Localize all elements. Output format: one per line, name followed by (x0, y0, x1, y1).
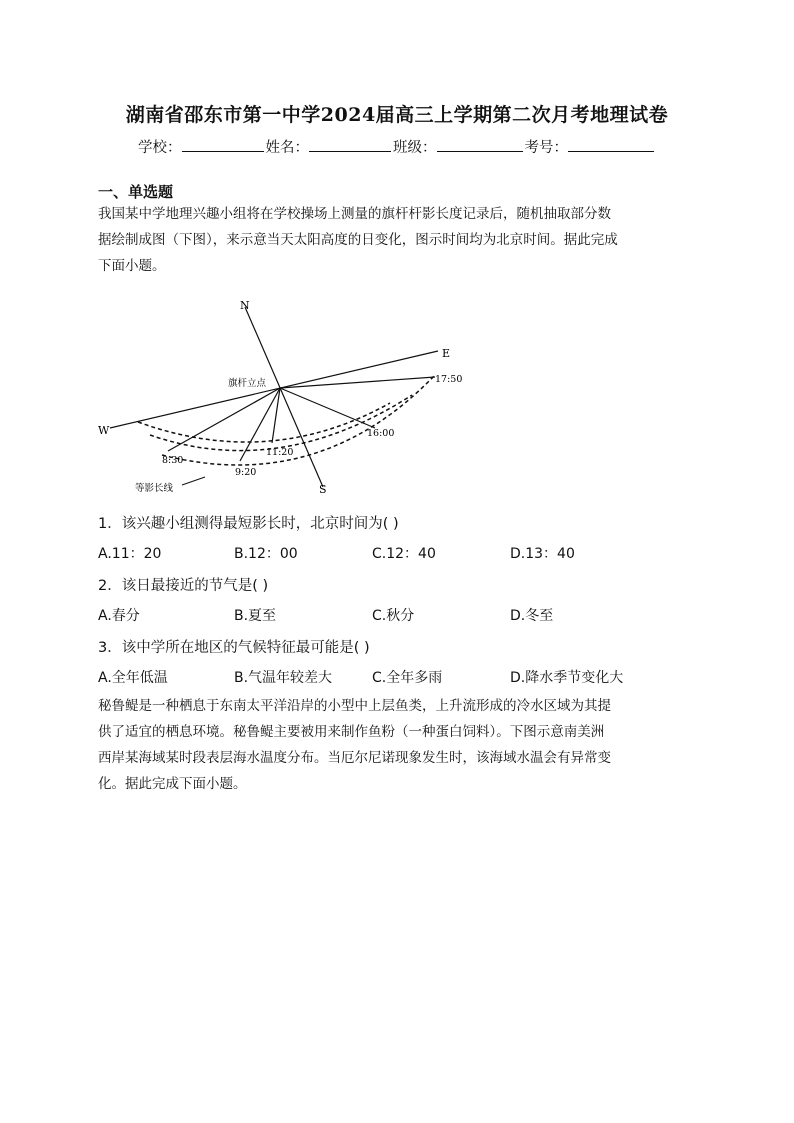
time-label-1120: 11:20 (266, 447, 294, 458)
question-1-option-c[interactable]: C.12：40 (372, 546, 436, 562)
contour-arc-middle (150, 395, 412, 451)
west-east-line (110, 351, 438, 428)
passage-2-line: 化。据此完成下面小题。 (98, 776, 247, 792)
contour-label: 等影长线 (135, 483, 174, 494)
east-label: E (442, 347, 451, 360)
question-2-option-d[interactable]: D.冬至 (510, 608, 554, 624)
name-blank[interactable] (309, 137, 391, 152)
question-3-option-c[interactable]: C.全年多雨 (372, 670, 443, 686)
south-label: S (319, 483, 327, 496)
question-3-option-d[interactable]: D.降水季节变化大 (510, 670, 624, 686)
question-3-stem: 3．该中学所在地区的气候特征最可能是( ) (98, 640, 370, 656)
question-2-option-a[interactable]: A.春分 (98, 608, 140, 624)
passage-2-line: 西岸某海域某时段表层海水温度分布。当厄尔尼诺现象发生时，该海域水温会有异常变 (98, 750, 611, 766)
time-label-1750: 17:50 (435, 374, 463, 385)
passage-1-line: 下面小题。 (98, 258, 166, 274)
passage-2-line: 供了适宜的栖息环境。秘鲁鳀主要被用来制作鱼粉（一种蛋白饲料）。下图示意南美洲 (98, 724, 605, 740)
question-2-option-c[interactable]: C.秋分 (372, 608, 415, 624)
passage-2-line: 秘鲁鳀是一种栖息于东南太平洋沿岸的小型中上层鱼类，上升流形成的冷水区域为其提 (98, 698, 611, 714)
question-1-stem: 1．该兴趣小组测得最短影长时，北京时间为( ) (98, 516, 399, 532)
passage-1-line: 据绘制成图（下图），来示意当天太阳高度的日变化，图示时间均为北京时间。据此完成 (98, 232, 618, 248)
time-label-830: 8:30 (162, 455, 184, 466)
exam-no-label: 考号： (524, 140, 568, 156)
north-label: N (240, 299, 250, 312)
class-label: 班级： (393, 140, 437, 156)
section-title: 一、单选题 (98, 183, 174, 201)
shadow-diagram (90, 295, 480, 500)
question-1-option-d[interactable]: D.13：40 (510, 546, 575, 562)
exam-no-blank[interactable] (568, 137, 654, 152)
question-2-stem: 2．该日最接近的节气是( ) (98, 578, 269, 594)
question-2-option-b[interactable]: B.夏至 (234, 608, 277, 624)
contour-arc-outer (162, 375, 435, 465)
passage-2 (98, 693, 698, 797)
exam-title: 湖南省邵东市第一中学2024届高三上学期第二次月考地理试卷 (125, 104, 669, 126)
student-info-line (0, 136, 794, 157)
contour-label-pointer (182, 477, 205, 485)
question-3-option-b[interactable]: B.气温年较差大 (234, 670, 333, 686)
question-3-option-a[interactable]: A.全年低温 (98, 670, 168, 686)
class-blank[interactable] (437, 137, 523, 152)
passage-1-line: 我国某中学地理兴趣小组将在学校操场上测量的旗杆杆影长度记录后，随机抽取部分数 (98, 206, 611, 222)
time-label-1600: 16:00 (367, 428, 395, 439)
name-label: 姓名： (265, 140, 309, 156)
school-blank[interactable] (182, 137, 264, 152)
pole-label: 旗杆立点 (228, 378, 267, 389)
north-south-line (245, 307, 323, 487)
school-label: 学校： (138, 140, 182, 156)
contour-arc-inner (138, 403, 390, 442)
question-1-option-a[interactable]: A.11：20 (98, 546, 162, 562)
time-label-920: 9:20 (235, 467, 257, 478)
west-label: W (98, 424, 110, 437)
passage-1 (98, 201, 698, 279)
question-1-option-b[interactable]: B.12：00 (234, 546, 298, 562)
